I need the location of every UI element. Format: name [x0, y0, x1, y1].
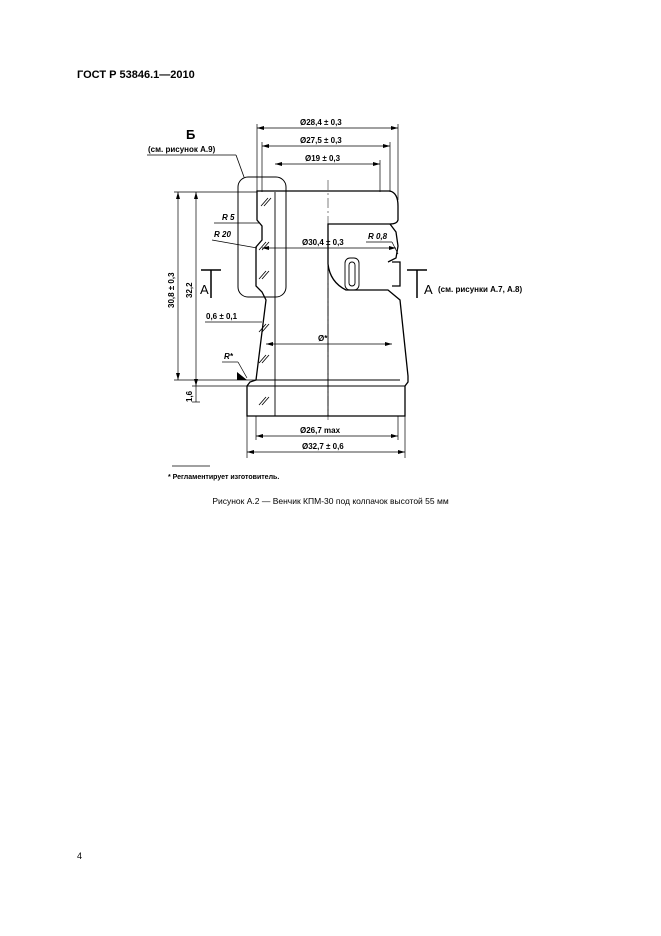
dim-h3: 1,6 — [185, 390, 194, 402]
dim-r4: R* — [224, 352, 233, 361]
dim-r1: R 5 — [222, 213, 235, 222]
dim-d2: Ø27,5 ± 0,3 — [300, 136, 342, 145]
view-b-leader — [236, 155, 244, 177]
view-b-ref: (см. рисунок А.9) — [148, 145, 216, 154]
dim-h1: 30,8 ± 0,3 — [167, 272, 176, 308]
horizontal-dimensions — [247, 124, 405, 458]
dim-d4: Ø30,4 ± 0,3 — [302, 238, 344, 247]
section-hatching — [259, 198, 271, 405]
page-number: 4 — [77, 851, 83, 861]
part-outline — [247, 191, 408, 416]
dim-d7: Ø32,7 ± 0,6 — [302, 442, 344, 451]
footnote: * Регламентирует изготовитель. — [168, 474, 280, 481]
document-header: ГОСТ Р 53846.1—2010 — [77, 69, 195, 81]
dim-h2: 32,2 — [185, 282, 194, 298]
dim-d3: Ø19 ± 0,3 — [305, 154, 341, 163]
dim-t1: 0,6 ± 0,1 — [206, 312, 238, 321]
dim-r3: R 0,8 — [368, 232, 388, 241]
inner-walls — [247, 192, 405, 416]
dim-d1: Ø28,4 ± 0,3 — [300, 118, 342, 127]
view-b-letter: Б — [186, 127, 196, 142]
section-ref: (см. рисунки А.7, А.8) — [438, 285, 523, 294]
section-letter-left: А — [200, 282, 209, 297]
dim-r2: R 20 — [214, 230, 231, 239]
figure-caption: Рисунок А.2 — Венчик КПМ-30 под колпачок высотой 55 мм — [212, 496, 449, 506]
dim-d6: Ø26,7 max — [300, 426, 341, 435]
dim-d5: Ø* — [318, 334, 328, 343]
section-letter-right: А — [424, 282, 433, 297]
